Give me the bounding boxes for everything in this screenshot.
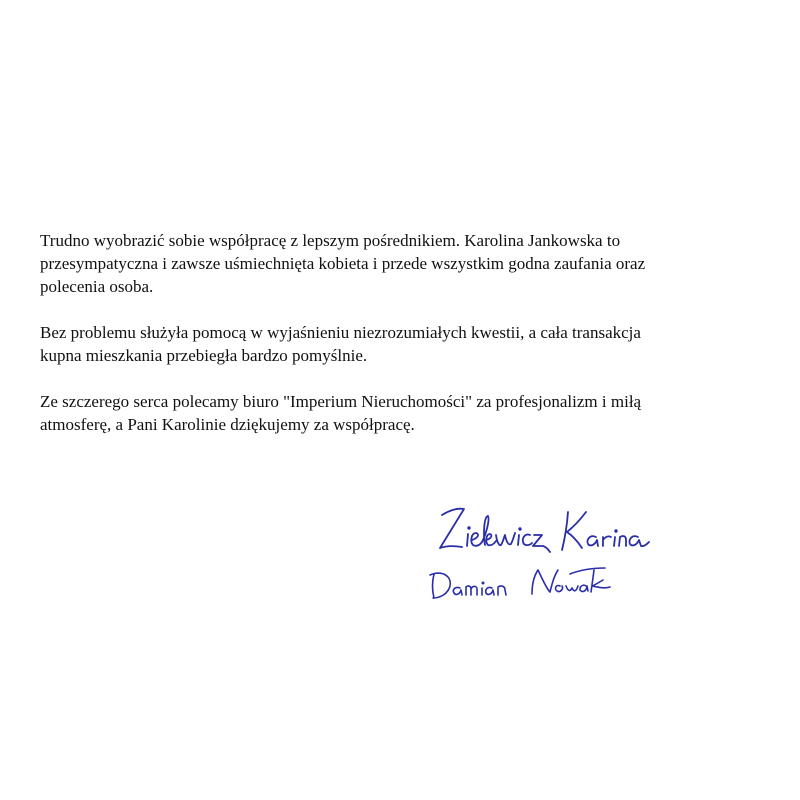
paragraph-1-line-1: Trudno wyobrazić sobie współpracę z lepszym pośrednikiem. Karolina Jankowska to xyxy=(40,231,621,250)
paragraph-1-line-3: polecenia osoba. xyxy=(40,277,154,296)
signature-1 xyxy=(440,509,649,552)
paragraph-3-line-1: Ze szczerego serca polecamy biuro "Imperium Nieruchomości" za profesjonalizm i miłą xyxy=(40,392,642,411)
signature-2 xyxy=(430,568,610,598)
paragraph-2-line-2: kupna mieszkania przebiegła bardzo pomyślnie. xyxy=(40,346,368,365)
paragraph-1 xyxy=(40,229,740,298)
signatures-drawing xyxy=(420,490,680,620)
paragraph-1-line-2: przesympatyczna i zawsze uśmiechnięta kobieta i przede wszystkim godna zaufania oraz xyxy=(40,254,646,273)
paragraph-2 xyxy=(40,321,740,367)
paragraph-3-line-2: atmosferę, a Pani Karolinie dziękujemy za współpracę. xyxy=(40,415,415,434)
paragraph-2-line-1: Bez problemu służyła pomocą w wyjaśnieniu niezrozumiałych kwestii, a cała transakcja xyxy=(40,323,641,342)
signatures xyxy=(420,490,680,620)
letter-body xyxy=(40,229,740,459)
paragraph-3 xyxy=(40,390,740,436)
